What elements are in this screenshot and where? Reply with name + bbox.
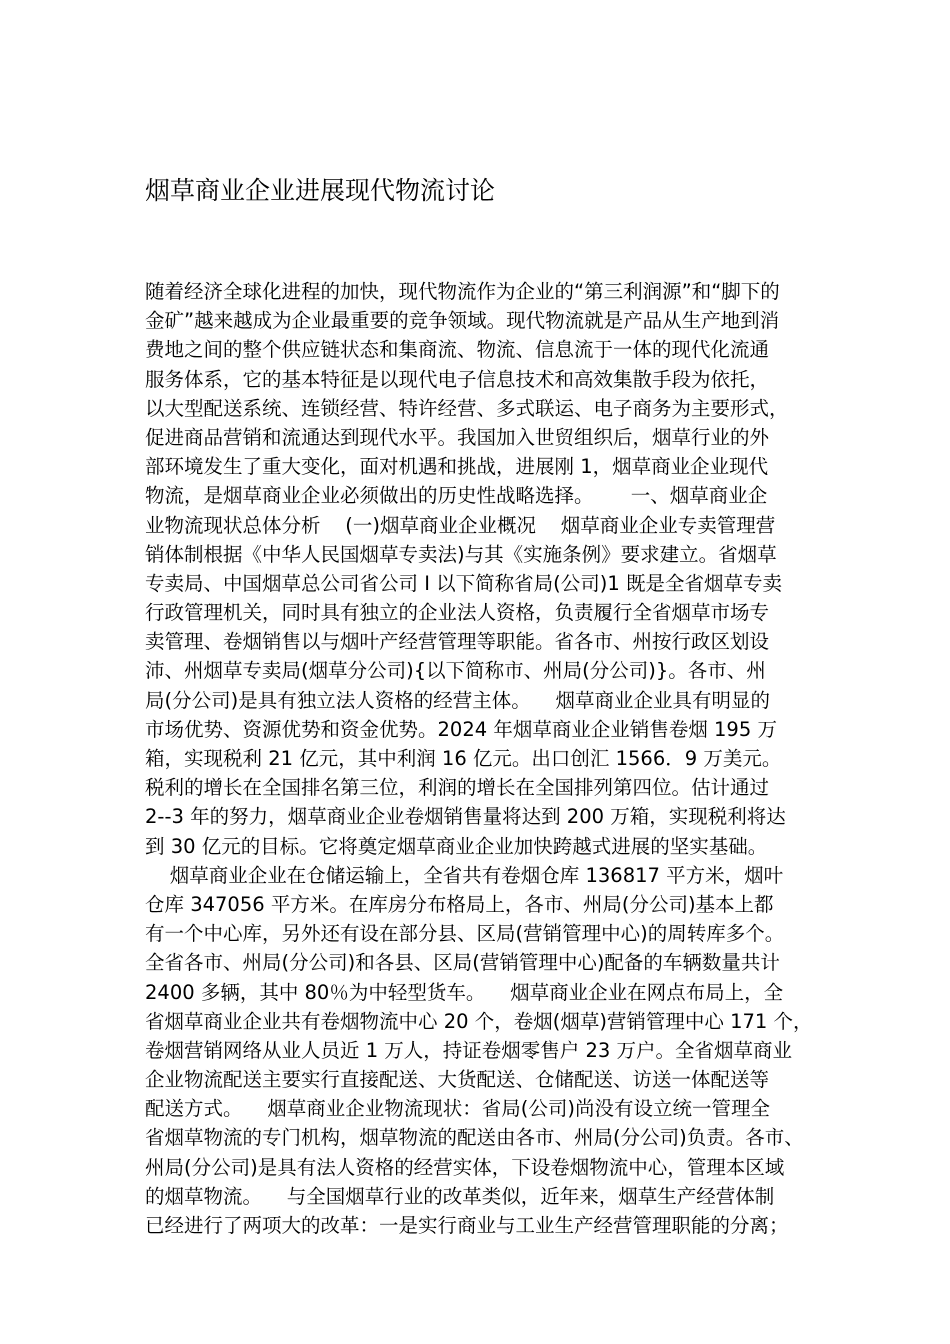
body-text-line: 行政管理机关，同时具有独立的企业法人资格，负责履行全省烟草市场专 — [145, 601, 770, 625]
body-text-line: 州局(分公司)是具有法人资格的经营实体，下设卷烟物流中心，管理本区域 — [145, 1155, 785, 1179]
body-text-line: 金矿”越来越成为企业最重要的竞争领域。现代物流就是产品从生产地到消 — [145, 309, 780, 333]
body-text-line: 专卖局、中国烟草总公司省公司 I 以下简称省局(公司)1 既是全省烟草专卖 — [145, 571, 782, 595]
body-text-line: 到 30 亿元的目标。它将奠定烟草商业企业加快跨越式进展的坚实基础。 — [145, 834, 768, 858]
body-text-line: 已经进行了两项大的改革：一是实行商业与工业生产经营管理职能的分离； — [145, 1214, 789, 1237]
body-text-line: 2400 多辆，其中 80％为中轻型货车。 烟草商业企业在网点布局上，全 — [145, 980, 784, 1004]
body-text-line: 市场优势、资源优势和资金优势。2024 年烟草商业企业销售卷烟 195 万 — [145, 717, 777, 741]
body-text-line: 配送方式。 烟草商业企业物流现状：省局(公司)尚没有设立统一管理全 — [145, 1097, 771, 1121]
body-text-line: 随着经济全球化进程的加快，现代物流作为企业的“第三利润源”和“脚下的 — [145, 280, 780, 303]
body-text-line: 烟草商业企业在仓储运输上，全省共有卷烟仓库 136817 平方米，烟叶 — [145, 863, 784, 887]
document-body — [145, 277, 905, 1240]
body-text-line: 沛、州烟草专卖局(烟草分公司){以下简称市、州局(分公司)}。各市、州 — [145, 659, 766, 683]
body-text-line: 物流，是烟草商业企业必须做出的历史性战略选择。 一、烟草商业企 — [145, 484, 768, 508]
body-text-line: 服务体系，它的基本特征是以现代电子信息技术和高效集散手段为依托， — [145, 367, 770, 391]
body-text-line: 企业物流配送主要实行直接配送、大货配送、仓储配送、访送一体配送等 — [145, 1068, 770, 1092]
body-text-line: 省烟草物流的专门机构，烟草物流的配送由各市、州局(分公司)负责。各市、 — [145, 1126, 804, 1150]
body-text-line: 卷烟营销网络从业人员近 1 万人，持证卷烟零售户 23 万户。全省烟草商业 — [145, 1038, 793, 1062]
body-text-line: 箱，实现税利 21 亿元，其中利润 16 亿元。出口创汇 1566．9 万美元。 — [145, 747, 782, 770]
body-text-line: 局(分公司)是具有独立法人资格的经营主体。 烟草商业企业具有明显的 — [145, 688, 771, 712]
body-text-line: 全省各市、州局(分公司)和各县、区局(营销管理中心)配备的车辆数量共计 — [145, 951, 780, 975]
body-text-line: 促进商品营销和流通达到现代水平。我国加入世贸组织后，烟草行业的外 — [145, 425, 770, 449]
body-text-line: 税利的增长在全国排名第三位，利润的增长在全国排列第四位。估计通过 — [145, 776, 770, 800]
body-text-line: 仓库 347056 平方米。在库房分布格局上，各市、州局(分公司)基本上都 — [145, 892, 774, 916]
body-text-line: 费地之间的整个供应链状态和集商流、物流、信息流于一体的现代化流通 — [145, 338, 770, 362]
body-text-line: 的烟草物流。 与全国烟草行业的改革类似，近年来，烟草生产经营体制 — [145, 1184, 775, 1208]
body-text-line: 业物流现状总体分析 (一)烟草商业企业概况 烟草商业企业专卖管理营 — [145, 513, 776, 537]
body-text-line: 卖管理、卷烟销售以与烟叶产经营管理等职能。省各市、州按行政区划设 — [145, 630, 770, 654]
body-text-line: 有一个中心库，另外还有设在部分县、区局(营销管理中心)的周转库多个。 — [145, 922, 785, 946]
body-text-line: 省烟草商业企业共有卷烟物流中心 20 个，卷烟(烟草)营销管理中心 171 个， — [145, 1009, 813, 1033]
body-text-line: 以大型配送系统、连锁经营、特许经营、多式联运、电子商务为主要形式， — [145, 396, 789, 420]
body-text-line: 部环境发生了重大变化，面对机遇和挑战，进展刚 1，烟草商业企业现代 — [145, 455, 769, 479]
body-text-line: 销体制根据《中华人民国烟草专卖法)与其《实施条例》要求建立。省烟草 — [145, 542, 777, 566]
body-text-line: 2--3 年的努力，烟草商业企业卷烟销售量将达到 200 万箱，实现税利将达 — [145, 805, 786, 829]
document-title: 烟草商业企业进展现代物流讨论 — [145, 176, 496, 205]
